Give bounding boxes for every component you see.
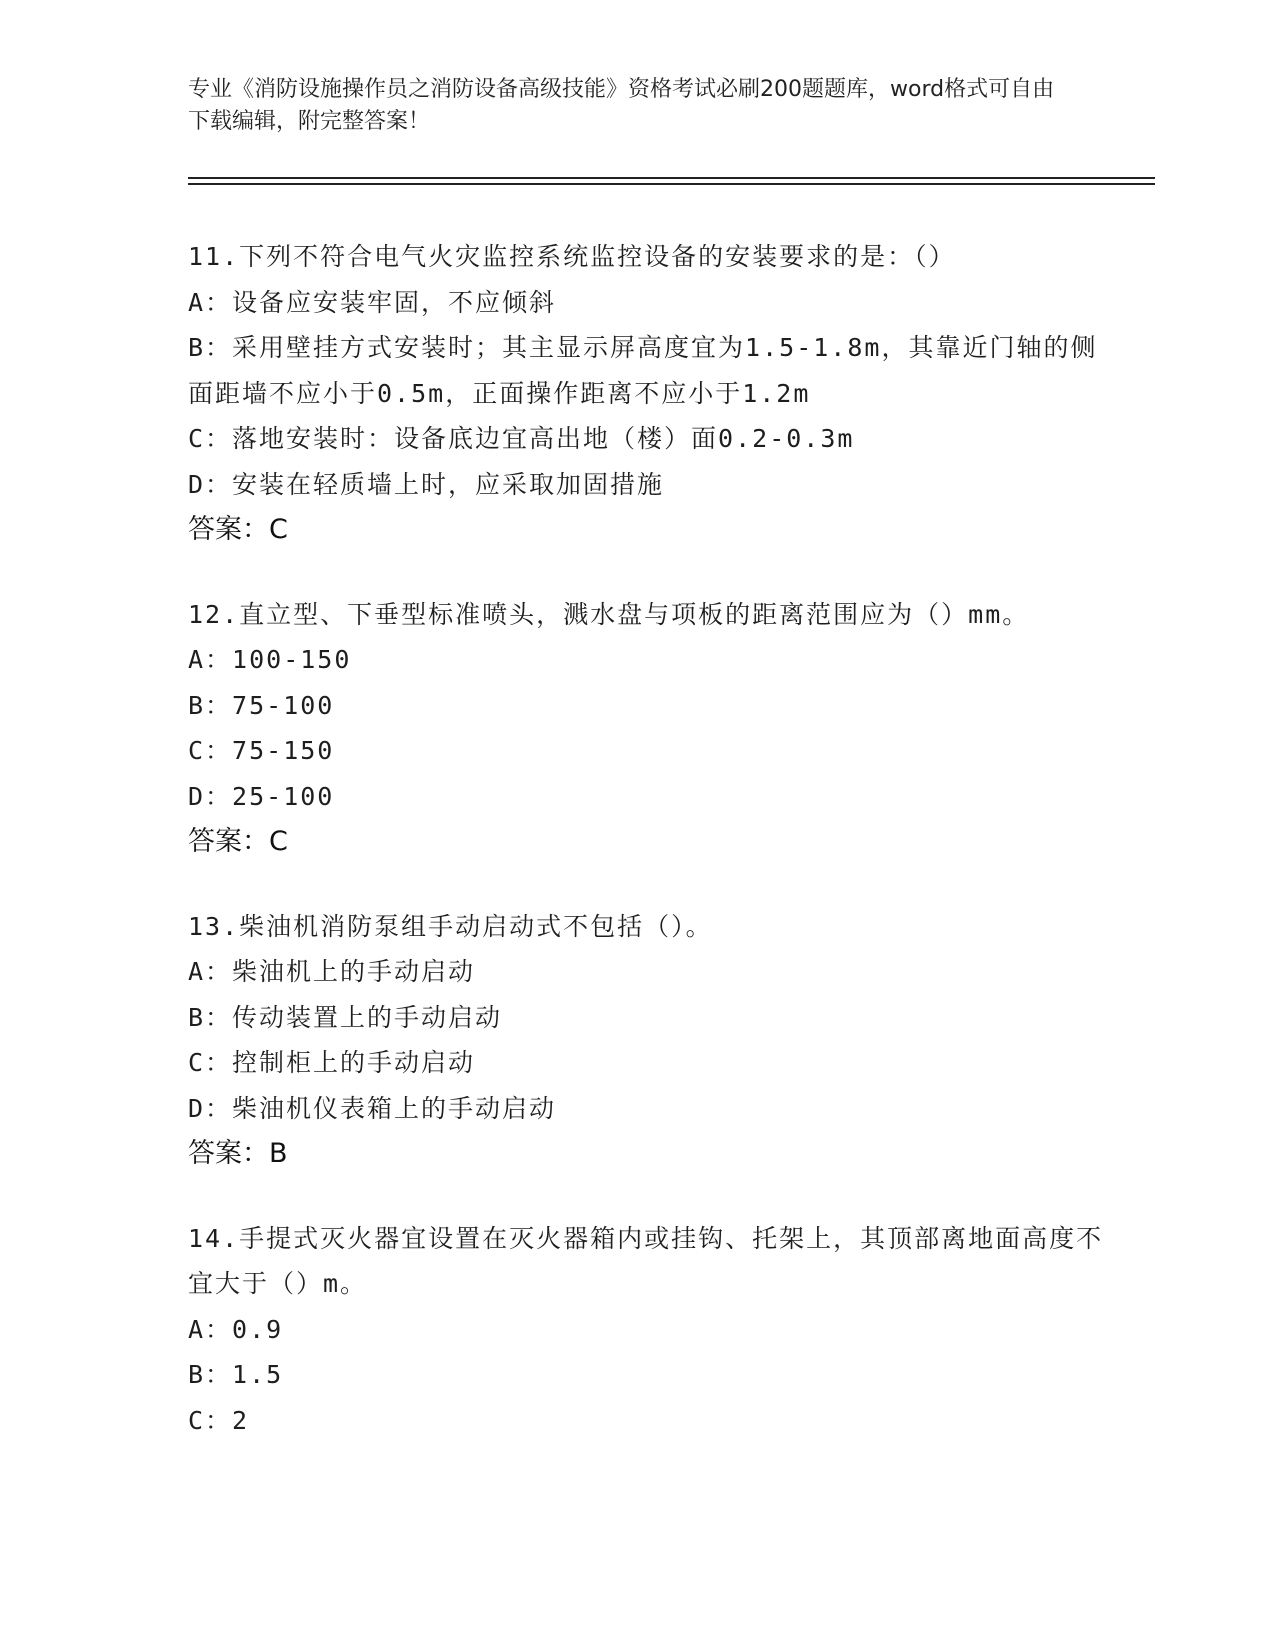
- header-divider-bottom: [188, 183, 1155, 185]
- answer-line: 答案：C: [188, 826, 288, 857]
- question-13: [188, 904, 1108, 1177]
- option-d: D：25-100: [188, 781, 335, 811]
- document-header: 专业《消防设施操作员之消防设备高级技能》资格考试必刷200题题库，word格式可自由下载编辑，附完整答案！: [188, 77, 1055, 134]
- answer-line: 答案：B: [188, 1138, 288, 1169]
- option-b: B：传动装置上的手动启动: [188, 1002, 503, 1032]
- option-a: A：柴油机上的手动启动: [188, 957, 476, 986]
- question-stem: 11.下列不符合电气火灾监控系统监控设备的安装要求的是：（）: [188, 242, 956, 271]
- question-stem: 13.柴油机消防泵组手动启动式不包括（）。: [188, 911, 713, 941]
- question-list: [188, 234, 1108, 1482]
- answer-line: 答案：C: [188, 514, 288, 545]
- question-12: [188, 592, 1108, 865]
- question-stem: 12.直立型、下垂型标准喷头，溅水盘与项板的距离范围应为（）mm。: [188, 599, 1030, 629]
- option-a: A：0.9: [188, 1314, 284, 1344]
- option-c: C：75-150: [188, 736, 335, 765]
- option-b: B：1.5: [188, 1360, 284, 1389]
- option-c: C：落地安装时：设备底边宜高出地（楼）面0.2-0.3m: [188, 424, 855, 453]
- option-a: A：100-150: [188, 645, 352, 674]
- question-11: [188, 234, 1108, 553]
- option-c: C：2: [188, 1405, 250, 1435]
- question-14: [188, 1216, 1108, 1444]
- option-d: D：柴油机仪表箱上的手动启动: [188, 1093, 557, 1123]
- option-c: C：控制柜上的手动启动: [188, 1048, 476, 1077]
- option-a: A：设备应安装牢固，不应倾斜: [188, 287, 557, 317]
- question-stem: 14.手提式灭火器宜设置在灭火器箱内或挂钩、托架上，其顶部离地面高度不宜大于（）m。: [188, 1223, 1104, 1298]
- option-d: D：安装在轻质墙上时，应采取加固措施: [188, 469, 665, 499]
- option-b: B：采用壁挂方式安装时；其主显示屏高度宜为1.5-1.8m，其靠近门轴的侧面距墙不应小于0.5m，正面操作距离不应小于1.2m: [188, 333, 1098, 408]
- header-divider-top: [188, 177, 1155, 179]
- option-b: B：75-100: [188, 690, 335, 720]
